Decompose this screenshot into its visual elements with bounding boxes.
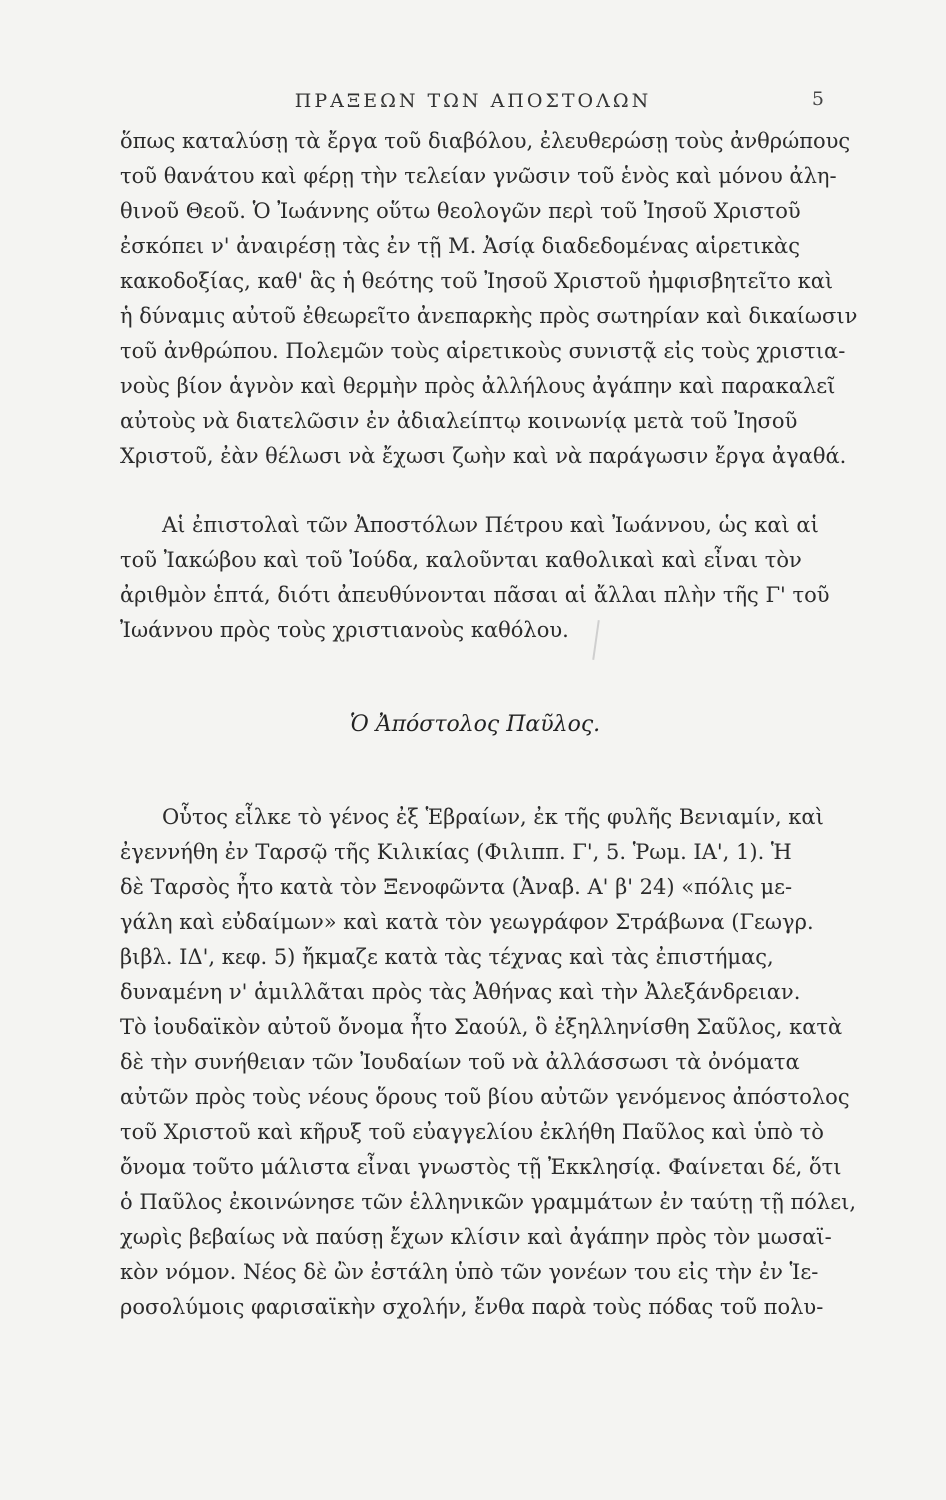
text-line: τοῦ Χριστοῦ καὶ κῆρυξ τοῦ εὐαγγελίου ἐκλήθη Παῦλος καὶ ὑπὸ τὸ xyxy=(120,1120,824,1144)
text-line: τοῦ θανάτου καὶ φέρῃ τὴν τελείαν γνῶσιν τοῦ ἑνὸς καὶ μόνου ἀλη- xyxy=(120,164,837,188)
text-line: αὐτοὺς νὰ διατελῶσιν ἐν ἀδιαλείπτῳ κοινωνίᾳ μετὰ τοῦ Ἰησοῦ xyxy=(120,409,798,433)
text-line: νοὺς βίον ἁγνὸν καὶ θερμὴν πρὸς ἀλλήλους ἀγάπην καὶ παρακαλεῖ xyxy=(120,374,836,398)
page-number: 5 xyxy=(811,88,824,110)
text-line: τοῦ Ἰακώβου καὶ τοῦ Ἰούδα, καλοῦνται καθολικαὶ καὶ εἶναι τὸν xyxy=(120,548,802,572)
paragraph-apostle-paul xyxy=(120,800,857,1325)
text-line: ἡ δύναμις αὐτοῦ ἐθεωρεῖτο ἀνεπαρκὴς πρὸς σωτηρίαν καὶ δικαίωσιν xyxy=(120,304,858,328)
paragraph-john-theology xyxy=(120,124,858,474)
text-line: κὸν νόμον. Νέος δὲ ὢν ἐστάλη ὑπὸ τῶν γονέων του εἰς τὴν ἐν Ἱε- xyxy=(120,1260,819,1284)
text-line: δυναμένη ν' ἁμιλλᾶται πρὸς τὰς Ἀθήνας καὶ τὴν Ἀλεξάνδρειαν. xyxy=(120,980,801,1004)
text-line: ροσολύμοις φαρισαϊκὴν σχολήν, ἔνθα παρὰ τοὺς πόδας τοῦ πολυ- xyxy=(120,1295,824,1319)
text-line: ὁ Παῦλος ἐκοινώνησε τῶν ἑλληνικῶν γραμμάτων ἐν ταύτῃ τῇ πόλει, xyxy=(120,1190,857,1214)
text-line: κακοδοξίας, καθ' ἃς ἡ θεότης τοῦ Ἰησοῦ Χριστοῦ ἠμφισβητεῖτο καὶ xyxy=(120,269,834,293)
text-line: ὄνομα τοῦτο μάλιστα εἶναι γνωστὸς τῇ Ἐκκλησίᾳ. Φαίνεται δέ, ὅτι xyxy=(120,1155,842,1179)
text-line: Οὗτος εἷλκε τὸ γένος ἐξ Ἑβραίων, ἐκ τῆς φυλῆς Βενιαμίν, καὶ xyxy=(162,805,824,829)
text-line: Τὸ ἰουδαϊκὸν αὐτοῦ ὄνομα ἦτο Σαούλ, ὃ ἐξηλληνίσθη Σαῦλος, κατὰ xyxy=(120,1015,843,1039)
text-line: δὲ τὴν συνήθειαν τῶν Ἰουδαίων τοῦ νὰ ἀλλάσσωσι τὰ ὀνόματα xyxy=(120,1050,800,1074)
section-heading: Ὁ Ἀπόστολος Παῦλος. xyxy=(349,712,601,737)
text-line: γάλη καὶ εὐδαίμων» καὶ κατὰ τὸν γεωγράφον Στράβωνα (Γεωγρ. xyxy=(120,910,814,934)
text-line: βιβλ. ΙΔ', κεφ. 5) ἤκμαζε κατὰ τὰς τέχνας καὶ τὰς ἐπιστήμας, xyxy=(120,945,774,969)
running-title: ΠΡΑΞΕΩΝ ΤΩΝ ΑΠΟΣΤΟΛΩΝ xyxy=(294,90,652,112)
text-line: ὅπως καταλύσῃ τὰ ἔργα τοῦ διαβόλου, ἐλευθερώσῃ τοὺς ἀνθρώπους xyxy=(120,129,851,153)
text-line: δὲ Ταρσὸς ἦτο κατὰ τὸν Ξενοφῶντα (Ἀναβ. Α' β' 24) «πόλις με- xyxy=(120,875,793,899)
text-line: Χριστοῦ, ἐὰν θέλωσι νὰ ἔχωσι ζωὴν καὶ νὰ παράγωσιν ἔργα ἀγαθά. xyxy=(120,444,847,468)
text-line: Ἰωάννου πρὸς τοὺς χριστιανοὺς καθόλου. xyxy=(120,618,569,642)
text-line: τοῦ ἀνθρώπου. Πολεμῶν τοὺς αἱρετικοὺς συνιστᾷ εἰς τοὺς χριστια- xyxy=(120,339,846,363)
text-line: ἐγεννήθη ἐν Ταρσῷ τῆς Κιλικίας (Φιλιππ. Γ', 5. Ῥωμ. ΙΑ', 1). Ἡ xyxy=(120,840,792,864)
paragraph-catholic-epistles xyxy=(120,508,830,648)
text-line: ἀριθμὸν ἑπτά, διότι ἀπευθύνονται πᾶσαι αἱ ἄλλαι πλὴν τῆς Γ' τοῦ xyxy=(120,583,830,607)
text-line: ἐσκόπει ν' ἀναιρέσῃ τὰς ἐν τῇ Μ. Ἀσίᾳ διαδεδομένας αἱρετικὰς xyxy=(120,234,800,258)
text-line: χωρὶς βεβαίως νὰ παύσῃ ἔχων κλίσιν καὶ ἀγάπην πρὸς τὸν μωσαϊ- xyxy=(120,1225,832,1249)
text-line: Αἱ ἐπιστολαὶ τῶν Ἀποστόλων Πέτρου καὶ Ἰωάννου, ὡς καὶ αἱ xyxy=(162,513,819,537)
text-line: θινοῦ Θεοῦ. Ὁ Ἰωάννης οὕτω θεολογῶν περὶ τοῦ Ἰησοῦ Χριστοῦ xyxy=(120,199,801,223)
text-line: αὐτῶν πρὸς τοὺς νέους ὅρους τοῦ βίου αὐτῶν γενόμενος ἀπόστολος xyxy=(120,1085,850,1109)
